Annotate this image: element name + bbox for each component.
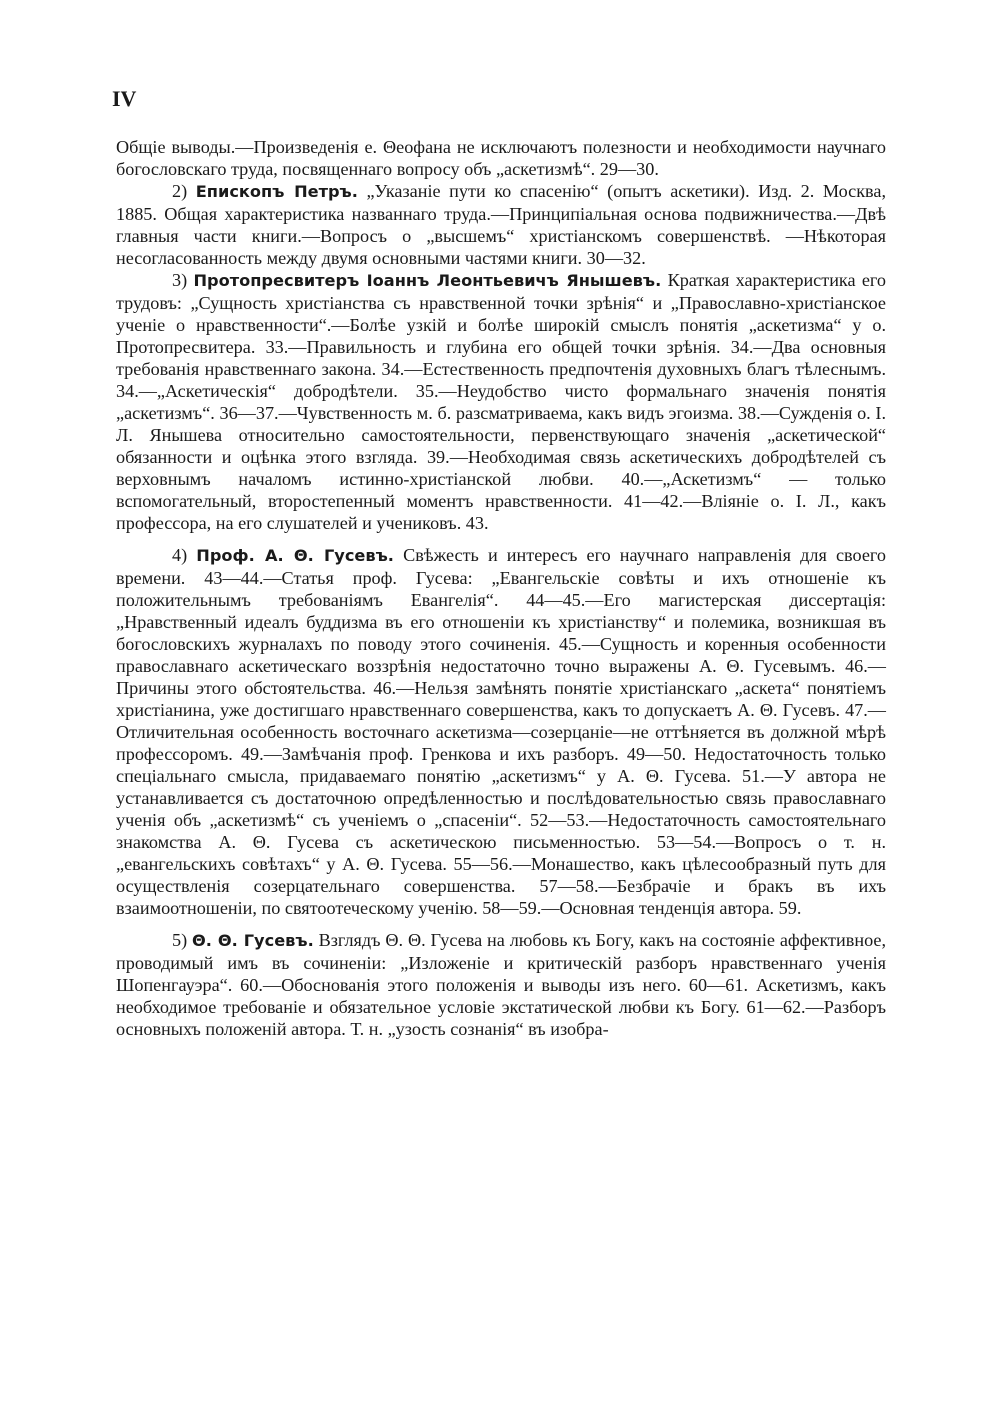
entry-number: 4) (172, 545, 188, 565)
entry-author-name: Проф. А. Θ. Гусевъ. (196, 546, 394, 565)
summary-paragraph (116, 136, 886, 180)
entry-paragraph-5 (116, 929, 886, 1040)
entry-number: 2) (172, 181, 188, 201)
paragraph-text: Общіе выводы.—Произведенія е. Θеофана не исключаютъ полезности и необходимости научнаго богословскаго труда, посвященнаго вопросу объ „аскетизмѣ“. 29—30. (116, 137, 886, 179)
entry-paragraph-4 (116, 544, 886, 919)
entry-author-name: Епископъ Петръ. (195, 182, 358, 201)
entry-paragraph-2 (116, 180, 886, 269)
entry-paragraph-3 (116, 269, 886, 534)
entry-text: Взглядъ Θ. Θ. Гусева на любовь къ Богу, какъ на состояніе аффективное, проводимый имъ въ сочиненіи: „Изложеніе и критическій разборъ нравственнаго ученія Шопенгауэра“. 60.—Обоснованія этого положенія и выводы изъ него. 60—61. Аскетизмъ, какъ необходимое требованіе и обязательное условіе экстатической любви къ Богу. 61—62.—Разборъ основныхъ положеній автора. Т. н. „узость сознанія“ въ изобра- (116, 930, 886, 1039)
entry-author-name: Θ. Θ. Гусевъ. (192, 931, 314, 950)
entry-number: 5) (172, 930, 188, 950)
entry-text: „Указаніе пути ко спасенію“ (опытъ аскетики). Изд. 2. Москва, 1885. Общая характеристика названнаго труда.—Принципіальная основа подвижничества.—Двѣ главныя части книги.—Вопросъ о „высшемъ“ христіанскомъ совершенствѣ. —Нѣкоторая несогласованность между двумя основными частями книги. 30—32. (116, 181, 886, 268)
entry-number: 3) (172, 270, 188, 290)
entry-text: Краткая характеристика его трудовъ: „Сущность христіанства съ нравственной точки зрѣнія“ и „Православно-христіанское ученіе о нравственности“.—Болѣе узкій и болѣе широкій смыслъ понятія „аскетизма“ у о. Протопресвитера. 33.—Правильность и глубина его общей точки зрѣнія. 34.—Два основныя требованія нравственнаго закона. 34.—Естественность предпочтенія духовныхъ благъ тѣлеснымъ. 34.—„Аскетическія“ добродѣтели. 35.—Неудобство чисто формальнаго значенія понятія „аскетизмъ“. 36—37.—Чувственность м. б. разсматриваема, какъ видъ эгоизма. 38.—Сужденія о. І. Л. Янышева относительно самостоятельности, первенствующаго значенія „аскетической“ обязанности и оцѣнка этого взгляда. 39.—Необходимая связь аскетическихъ добродѣтелей съ верховнымъ началомъ истинно-христіанской любви. 40.—„Аскетизмъ“ — только вспомогательный, второстепенный моментъ нравственности. 41—42.—Вліяніе о. І. Л., какъ профессора, на его слушателей и учениковъ. 43. (116, 270, 887, 533)
entry-text: Свѣжесть и интересъ его научнаго направленія для своего времени. 43—44.—Статья проф. Гусева: „Евангельскіе совѣты и ихъ отношеніе къ положительнымъ требованіямъ Евангелія“. 44—45.—Его магистерская диссертація: „Нравственный идеалъ буддизма въ его отношеніи къ христіанству“ и полемика, возникшая въ богословскихъ журналахъ по поводу этого сочиненія. 45.—Сущность и коренныя особенности православнаго аскетическаго воззрѣнія недостаточно точно выражены А. Θ. Гусевымъ. 46.—Причины этого обстоятельства. 46.—Нельзя замѣнять понятіе христіанскаго „аскета“ понятіемъ христіанина, уже достигшаго нравственнаго совершенства, какъ то допускаетъ А. Θ. Гусевъ. 47.—Отличительная особенность восточнаго аскетизма—созерцаніе—не оттѣняется въ должной мѣрѣ профессоромъ. 49.—Замѣчанія проф. Гренкова и ихъ разборъ. 49—50. Недостаточность только спеціальнаго смысла, придаваемаго понятію „аскетизмъ“ у А. Θ. Гусева. 51.—У автора не устанавливается съ достаточною опредѣленностью и послѣдовательностью связь православнаго ученія объ „аскетизмѣ“ съ ученіемъ о „спасеніи“. 52—53.—Недостаточность самостоятельнаго знакомства А. Θ. Гусева съ аскетическою письменностью. 53—54.—Вопросъ о т. н. „евангельскихъ совѣтахъ“ у А. Θ. Гусева. 55—56.—Монашество, какъ цѣлесообразный путь для осуществленія созерцательнаго совершенства. 57—58.—Безбрачіе и бракъ въ ихъ взаимоотношеніи, по святоотеческому ученію. 58—59.—Основная тенденція автора. 59. (116, 545, 886, 918)
entry-author-name: Протопресвитеръ Іоаннъ Леонтьевичъ Янышевъ. (193, 271, 662, 290)
table-of-contents-text (116, 136, 886, 1040)
page-number: IV (112, 86, 137, 111)
